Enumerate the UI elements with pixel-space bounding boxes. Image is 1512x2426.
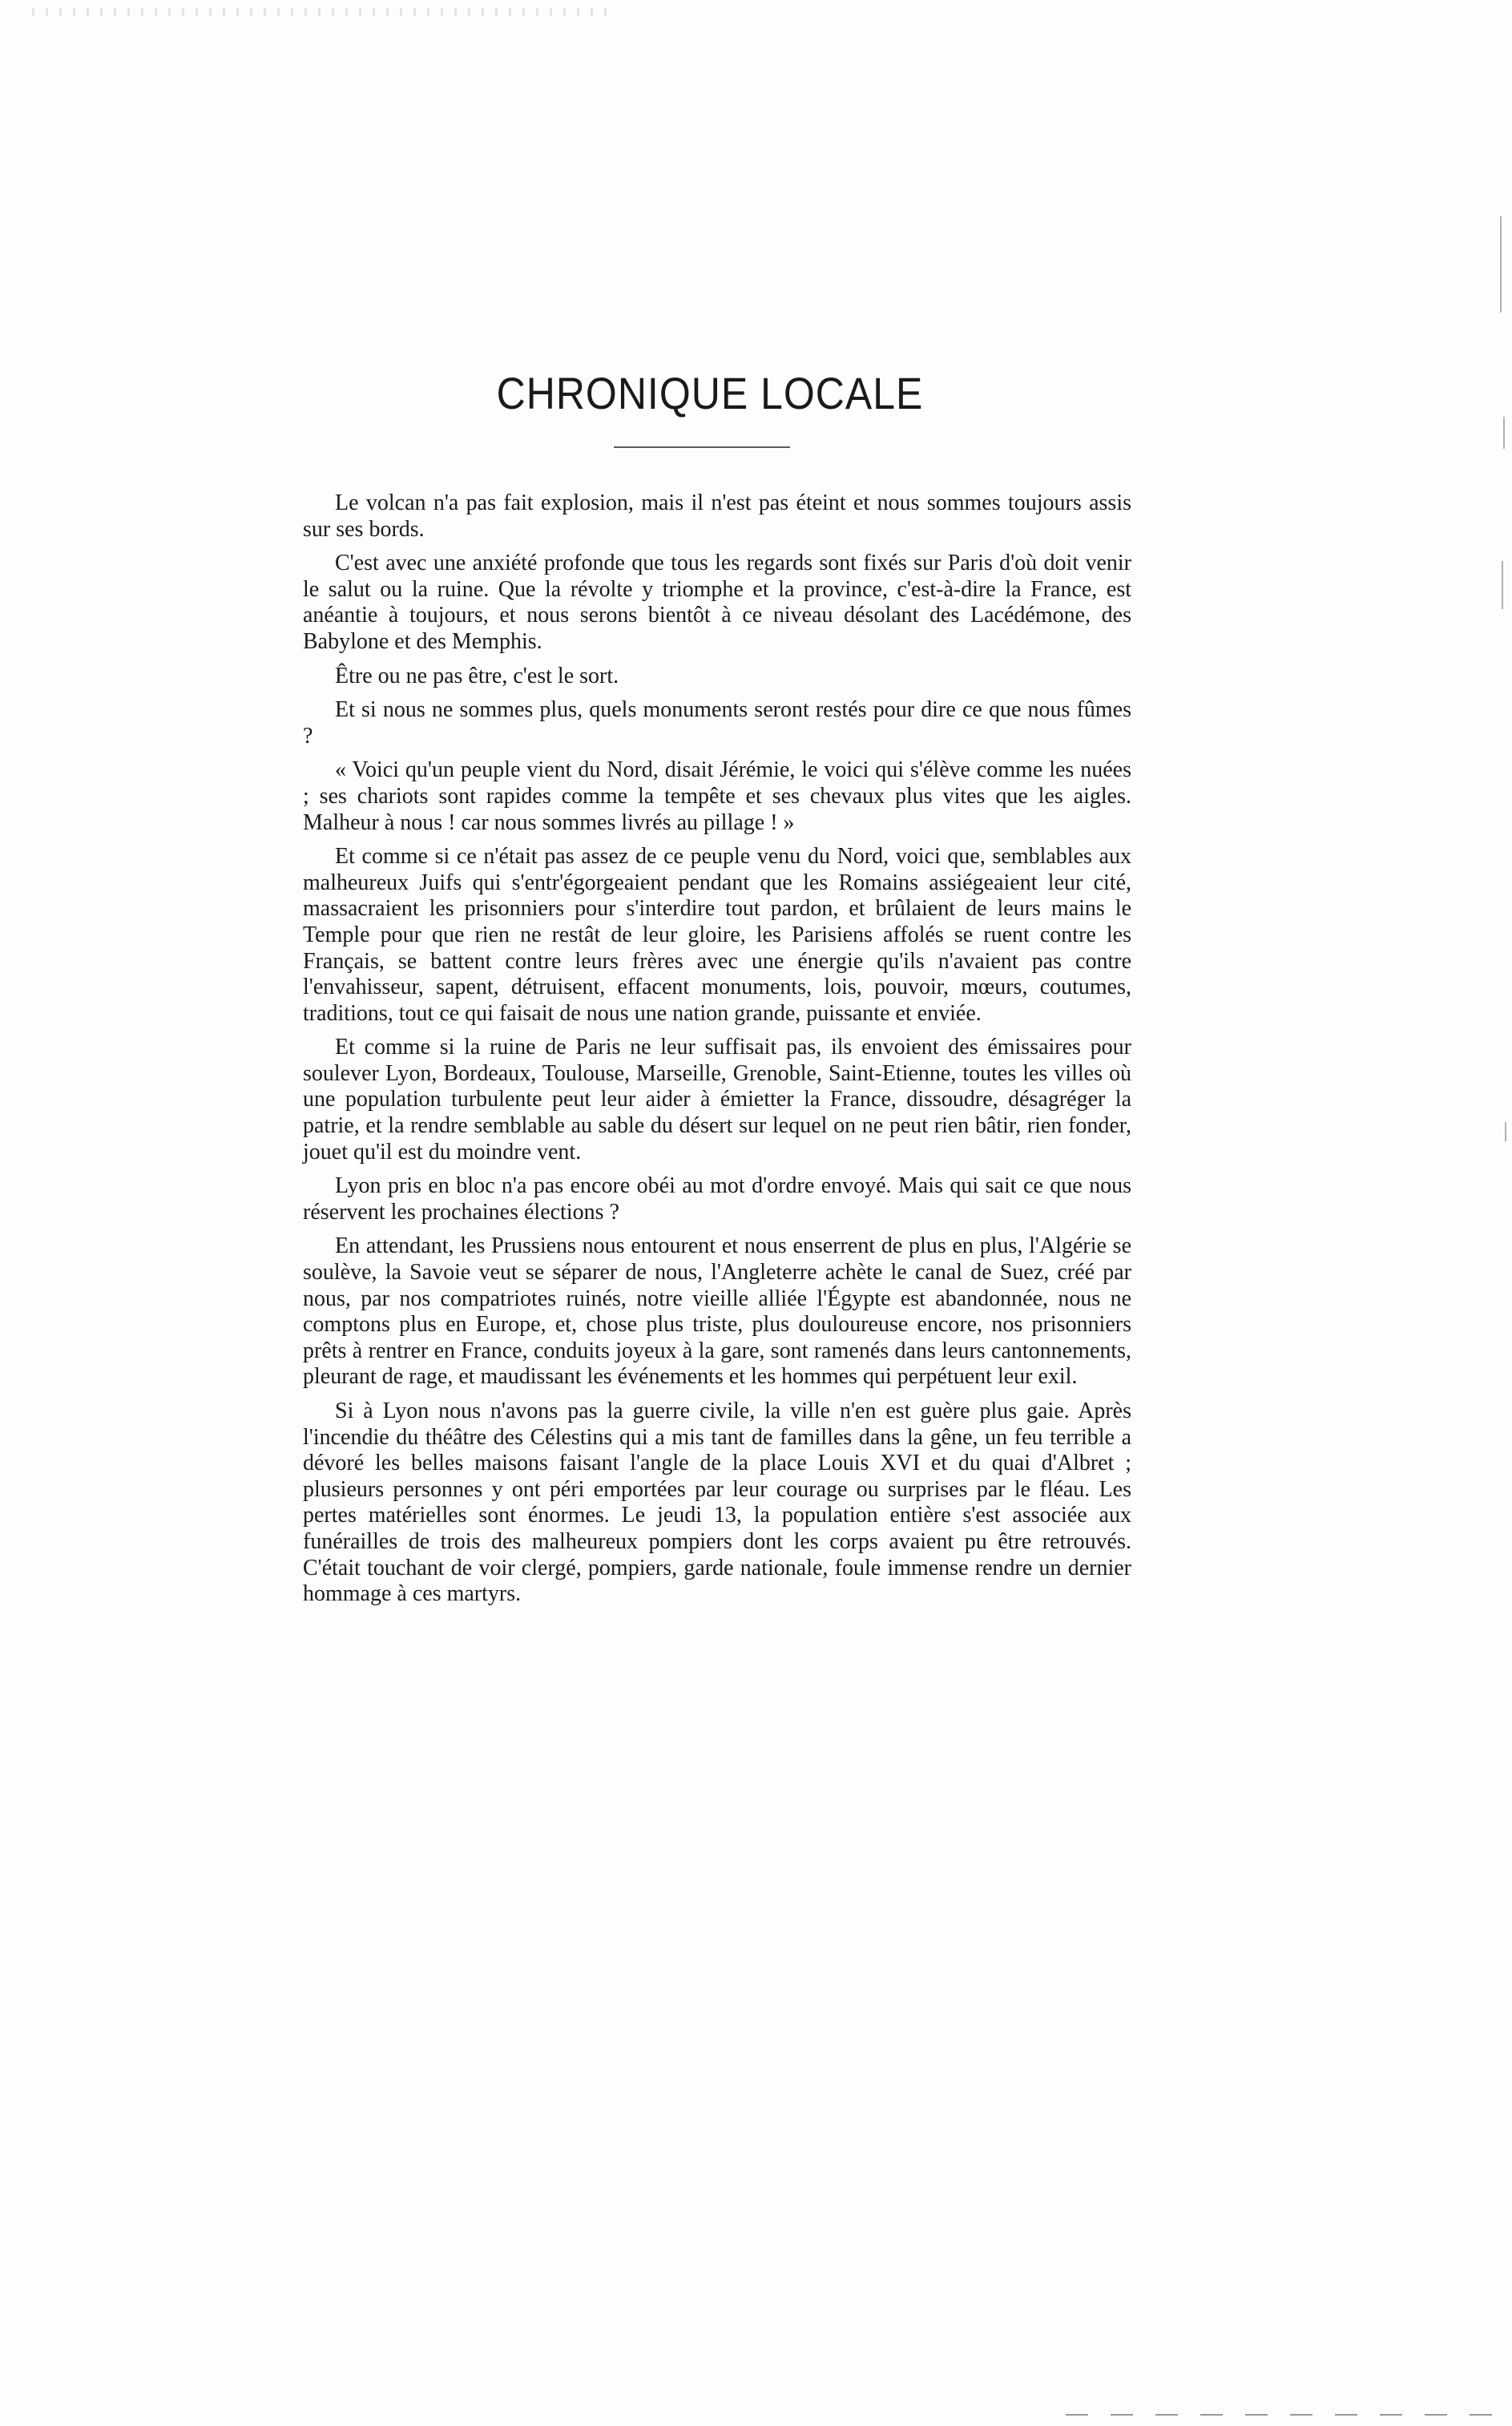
paragraph-2: C'est avec une anxiété profonde que tous les regards sont fixés sur Paris d'où doit venir le salut ou la ruine. Que la révolte y triomphe et la province, c'est-à-dire la France, est anéantie à toujours, et nous serons bientôt à ce niveau désolant des Lacédémone, des Babylone et des Memphis. bbox=[303, 551, 1131, 654]
paragraph-6: Et comme si ce n'était pas assez de ce peuple venu du Nord, voici que, semblables aux malheureux Juifs qui s'entr'égorgeaient pendant que les Romains assiégeaient leur cité, massacraient les prisonniers pour s'interdire tout pardon, et brûlaient de leurs mains le Temple pour que rien ne restât de leur gloire, les Parisiens affolés se ruent contre les Français, se battent contre leurs frères avec une énergie qu'ils n'avaient pas contre l'envahisseur, sapent, détruisent, effacent monuments, lois, pouvoir, mœurs, coutumes, traditions, tout ce qui faisait de nous une nation grande, puissante et enviée. bbox=[303, 844, 1131, 1026]
article-body bbox=[303, 490, 1131, 1616]
scan-bottom-dashes bbox=[1066, 2414, 1498, 2416]
paragraph-4: Et si nous ne sommes plus, quels monuments seront restés pour dire ce que nous fûmes ? bbox=[303, 697, 1131, 749]
scan-edge-mark bbox=[1505, 1122, 1506, 1141]
paragraph-3: Être ou ne pas être, c'est le sort. bbox=[335, 663, 619, 688]
page-title: CHRONIQUE LOCALE bbox=[496, 368, 924, 419]
scan-edge-mark bbox=[1503, 417, 1505, 449]
paragraph-10: Si à Lyon nous n'avons pas la guerre civile, la ville n'en est guère plus gaie. Après l'incendie du théâtre des Célestins qui a mis tant de familles dans la gêne, un feu terrible a dévoré les belles maisons faisant l'angle de la place Louis XVI et du quai d'Albret ; plusieurs personnes y ont péri emportées par leur courage ou surprises par le fléau. Les pertes matérielles sont énormes. Le jeudi 13, la population entière s'est associée aux funérailles de trois des malheureux pompiers dont les corps avaient pu être retrouvés. C'était touchant de voir clergé, pompiers, garde nationale, foule immense rendre un dernier hommage à ces martyrs. bbox=[303, 1399, 1131, 1607]
paragraph-8: Lyon pris en bloc n'a pas encore obéi au mot d'ordre envoyé. Mais qui sait ce que nous réservent les prochaines élections ? bbox=[303, 1173, 1131, 1225]
scan-edge-mark bbox=[1502, 561, 1503, 609]
paragraph-5: « Voici qu'un peuple vient du Nord, disait Jérémie, le voici qui s'élève comme les nuées ; ses chariots sont rapides comme la tempête et ses chevaux plus vites que les aigles. Malheur à nous ! car nous sommes livrés au pillage ! » bbox=[303, 757, 1131, 835]
title-rule bbox=[614, 446, 790, 448]
paragraph-7: Et comme si la ruine de Paris ne leur suffisait pas, ils envoient des émissaires pour soulever Lyon, Bordeaux, Toulouse, Marseille, Grenoble, Saint-Etienne, toutes les villes où une population turbulente peut leur aider à émietter la France, dissoudre, désagréger la patrie, et la rendre semblable au sable du désert sur lequel on ne peut rien bâtir, rien fonder, jouet qu'il est du moindre vent. bbox=[303, 1035, 1131, 1165]
scan-noise bbox=[32, 8, 609, 16]
paragraph-1: Le volcan n'a pas fait explosion, mais il n'est pas éteint et nous sommes toujours assis sur ses bords. bbox=[303, 490, 1131, 542]
paragraph-9: En attendant, les Prussiens nous entourent et nous enserrent de plus en plus, l'Algérie se soulève, la Savoie veut se séparer de nous, l'Angleterre achète le canal de Suez, créé par nous, par nos compatriotes ruinés, notre vieille alliée l'Égypte est abandonnée, nous ne comptons plus en Europe, et, chose plus triste, plus douloureuse encore, nos prisonniers prêts à rentrer en France, conduits joyeux à la gare, sont ramenés dans leurs cantonnements, pleurant de rage, et maudissant les événements et les hommes qui perpétuent leur exil. bbox=[303, 1233, 1131, 1390]
scan-edge-mark bbox=[1500, 216, 1502, 313]
